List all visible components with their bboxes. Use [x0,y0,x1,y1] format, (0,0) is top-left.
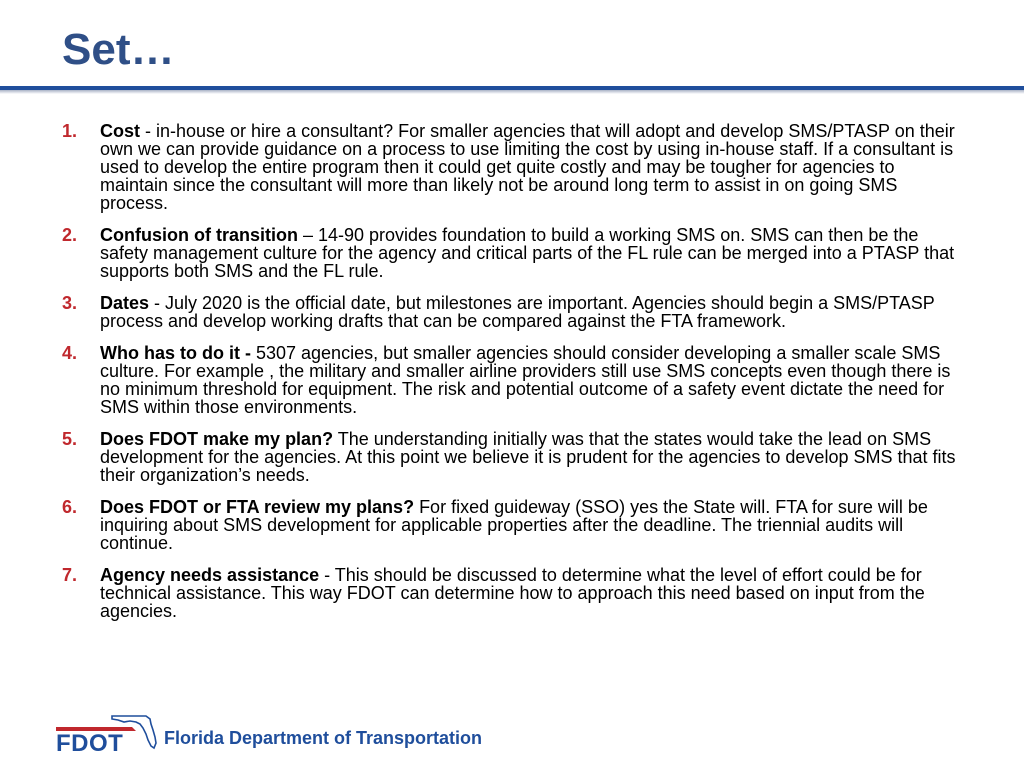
item-lead: Dates [100,293,150,313]
item-lead: Does FDOT make my plan? [100,429,334,449]
item-text: - July 2020 is the official date, but milestones are important. Agencies should begin a SMS/PTASP process and develop working drafts that can be compared against the FTA framework. [100,293,935,331]
item-lead: Confusion of transition [100,225,298,245]
item-text: - in-house or hire a consultant? For smaller agencies that will adopt and develop SMS/PTASP on their own we can provide guidance on a process to use limiting the cost by using in-house staff. If a consultant is used to develop the entire program then it could get quite costly and may be tougher for agencies to maintain since the consultant will more than likely not be around long term to assist in on going SMS process. [100,121,955,213]
item-text: – 14-90 provides foundation to build a working SMS on. SMS can then be the safety management culture for the agency and critical parts of the FL rule can be merged into a PTASP that supports both SMS and the FL rule. [100,225,955,281]
list-item [62,344,964,416]
item-number: 1. [62,121,78,141]
item-body [100,122,964,212]
item-body [100,566,964,620]
item-text: - This should be discussed to determine what the level of effort could be for technical assistance. This way FDOT can determine how to approach this need based on input from the agencies. [100,565,925,621]
item-number: 7. [62,565,78,585]
item-text: The understanding initially was that the states would take the lead on SMS development for the agencies. At this point we believe it is prudent for the agencies to develop SMS that fits their organization’s needs. [100,429,956,485]
list-item [62,498,964,552]
item-number: 5. [62,429,78,449]
list-item [62,566,964,620]
item-number: 2. [62,225,78,245]
list-item [62,294,964,330]
item-number: 4. [62,343,78,363]
item-body [100,226,964,280]
item-number: 6. [62,497,78,517]
item-text: For fixed guideway (SSO) yes the State will. FTA for sure will be inquiring about SMS development for applicable properties after the deadline. The triennial audits will continue. [100,497,928,553]
logo-text: FDOT [56,730,124,754]
numbered-list [62,122,964,634]
list-item [62,122,964,212]
item-body [100,430,964,484]
list-item [62,430,964,484]
list-item [62,226,964,280]
item-body [100,498,964,552]
item-lead: Agency needs assistance [100,565,320,585]
footer [54,710,654,756]
item-lead: Who has to do it - [100,343,256,363]
item-text: 5307 agencies, but smaller agencies should consider developing a smaller scale SMS culture. For example , the military and smaller airline providers still use SMS concepts even though there is no minimum threshold for equipment. The risk and potential outcome of a safety event dictate the need for SMS within those environments. [100,343,951,417]
item-body [100,294,964,330]
item-number: 3. [62,293,78,313]
slide-title: Set… [62,25,175,74]
item-lead: Cost [100,121,140,141]
item-body [100,344,964,416]
item-lead: Does FDOT or FTA review my plans? [100,497,415,517]
footer-organization: Florida Department of Transportation [164,728,483,748]
fdot-logo [54,710,158,754]
title-divider-shadow [0,90,1024,94]
